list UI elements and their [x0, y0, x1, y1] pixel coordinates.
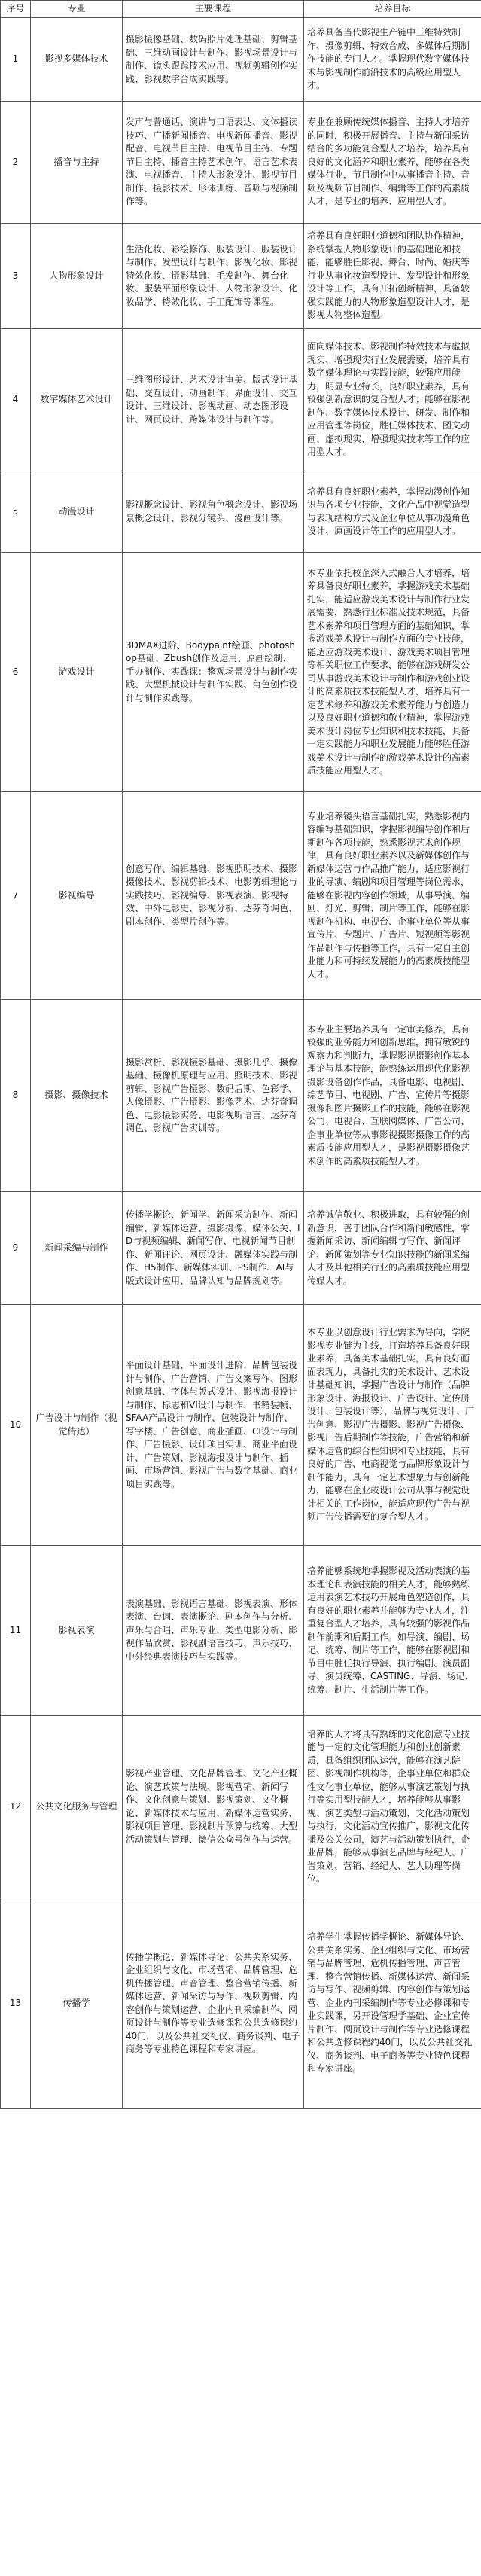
row-courses: 三维图形设计、艺术设计审美、版式设计基础、交互设计、动画制作、界面设计、交互设计、三维设计、影视动画、动态图形设计、网页设计、跨媒体设计与制作等。 — [123, 329, 304, 471]
row-major: 播音与主持 — [31, 102, 123, 224]
table-row — [1, 1000, 481, 1192]
header-courses: 主要课程 — [123, 1, 304, 18]
row-goals: 培养具有良好职业道德和团队协作精神，系统掌握人物形象设计的基础理论和技能，能够胜任影视、舞台、时尚、婚庆等行业从事化妆造型设计、发型设计和形象设计等工作，具有开拓创新精神，具备较强实践能力的人物形象造型设计人才，是影视人物整体造型。 — [304, 224, 481, 329]
table-row — [1, 329, 481, 471]
row-major: 摄影、摄像技术 — [31, 1000, 123, 1192]
row-goals: 专业培养镜头语言基础扎实，熟悉影视内容编写基础知识，掌握影视编导创作和后期制作各项技能，熟悉影视艺术创作规律，具有良好职业素养以及新媒体创作与新媒体运营与作品推广能力，适应影视行业的导演、编剧和项目管理等岗位需求，能够在影视内容创作领域，从事导演、编剧、灯光、剪辑、制片等工作，能够在影视制作机构、电视台、企事业单位等从事宣传片、专题片、广告片、短视频等影视作品制作与传播等工作，具有一定自主创业能力和可持续发展能力的高素质技能型人才。 — [304, 792, 481, 1000]
row-goals: 培养具备当代影视生产链中三维特效制作、摄像剪辑、特效合成、多媒体后期制作技能的专门人才。掌握现代数字媒体技术与影视制作前沿技术的高级应用型人才。 — [304, 18, 481, 102]
row-courses: 摄影摄像基础、数码照片处理基础、剪辑基础、三维动画设计与制作、影视场景设计与制作、镜头跟踪技术应用、视频剪辑创作实践、影视数字合成实践等。 — [123, 18, 304, 102]
table-row — [1, 102, 481, 224]
row-goals: 专业在兼顾传统媒体播音、主持人才培养的同时，积极开展播音、主持与新闻采访结合的多功能复合型人才培养，培养具有良好的文化涵养和职业素养，能够在各类媒体行业，节目制作中从事播音主持、音频及视频节目制作、编辑等工作的高素质人才，是专业的培养、应用型人才。 — [304, 102, 481, 224]
row-major: 人物形象设计 — [31, 224, 123, 329]
table-row — [1, 471, 481, 553]
table-row — [1, 792, 481, 1000]
row-index: 11 — [1, 1546, 31, 1716]
row-courses: 表演基础、影视语言基础、影视表演、形体表演、台词、表演概论、剧本创作与分析、声乐与合唱、声乐专业、类型电影分析、影视作品欣赏、影视剧语言技巧、声乐技巧、中外经典表演技巧与实践等。 — [123, 1546, 304, 1716]
row-major: 影视多媒体技术 — [31, 18, 123, 102]
row-courses: 发声与普通话、演讲与口语表达、文体播读技巧、广播新闻播音、电视新闻播音、影视配音、电视节目主持、电视节目主持、专题节目主持、播音主持艺术创作、语言艺术表演、电视播音、主持人形象设计、影视节目制作、摄影技术、形体训练、音频与视频制作等。 — [123, 102, 304, 224]
row-index: 3 — [1, 224, 31, 329]
row-index: 6 — [1, 553, 31, 792]
row-index: 5 — [1, 471, 31, 553]
row-major: 动漫设计 — [31, 471, 123, 553]
row-courses: 生活化妆、彩绘修饰、服装设计、服装设计与制作、发型设计与制作、影视化妆、影视特效化妆、摄影基础、毛发制作、舞台化妆、服装平面形象设计、人物形象设计、化妆品学、特效化妆、手工配饰等课程。 — [123, 224, 304, 329]
row-courses: 传播学概论、新媒体导论、公共关系实务、企业组织与文化、市场营销、品牌管理、危机传播管理、声音管理、整合营销传播、新媒体运营、新闻采访与写作、视频剪辑、内容创作与策划运营、企业内刊采编制作、网页设计与制作等专业选修课和公共选修课约40门，以及公共社交礼仪、商务谈判、电子商务等专业特色课程和专家讲座。 — [123, 1898, 304, 2109]
table-row — [1, 1305, 481, 1546]
row-goals: 面向媒体技术、影视制作特效技术与虚拟现实、增强现实行业发展需要，培养具有数字媒体理论与实践技能，较强应用能力，明显专业特长，良好职业素养，具有较强创新意识的复合型人才；能够在影视制作、数字媒体技术设计、研发、制作和应用管理等岗位，胜任媒体技术、图文动画、虚拟现实、增强现实技术等工作的应用型人才。 — [304, 329, 481, 471]
row-goals: 培养具有良好职业素养，掌握动漫创作知识与各项专业技能，文化产品中视觉造型与表现结构方式及企业单位从事动漫角色设计、原画设计等工作的应用型人才。 — [304, 471, 481, 553]
row-index: 7 — [1, 792, 31, 1000]
header-major: 专业 — [31, 1, 123, 18]
row-index: 4 — [1, 329, 31, 471]
row-major: 新闻采编与制作 — [31, 1192, 123, 1305]
table-row — [1, 1898, 481, 2109]
row-index: 8 — [1, 1000, 31, 1192]
table-row — [1, 1716, 481, 1898]
row-courses: 3DMAX进阶、Bodypaint绘画、photoshop基础、Zbush创作及运用、原画绘制、手办制作、实践课：整观场景设计与制作实践、大型机械设计与制作实践、角色创作设计与制作实践等。 — [123, 553, 304, 792]
table-row — [1, 1192, 481, 1305]
header-row — [1, 1, 481, 18]
table-row — [1, 553, 481, 792]
row-courses: 影视概念设计、影视角色概念设计、影视场景概念设计、影视分镜头、漫画设计等。 — [123, 471, 304, 553]
row-goals: 本专业依托校企深入式融合人才培养，培养具备良好职业素养，掌握游戏美术基础扎实，能适应游戏美术设计与制作行业发展需要，熟悉行业标准及技术规范，具备艺术素养和项目管理方面的基础知识，掌握游戏美术设计与制作方面的专业技能，能适应游戏美术设计、游戏美术项目管理等相关职位工作要求，能够在游戏研发公司从事游戏美术设计与制作和游戏创业设计的高素质技术技能型人才，培养具有一定艺术修养和游戏美术素养能力与创造力以及良好职业道德和敬业精神，掌握游戏美术设计岗位专业知识和技术技能，具备一定实践能力和职业发展能力能够胜任游戏美术设计与制作的游戏美术设计的高素质技能应用型人才。 — [304, 553, 481, 792]
row-index: 13 — [1, 1898, 31, 2109]
row-major: 传播学 — [31, 1898, 123, 2109]
row-index: 2 — [1, 102, 31, 224]
row-goals: 本专业以创意设计行业需求为导向，学院影视专业链为主线，打造培养具备良好职业素养，具备美术基础扎实，具有良好画面表现力，具备扎实的美术设计、艺术设计基础知识，掌握广告设计与制作（品牌形象设计、海报设计、广告设计、宣传册设计、包装设计等），品牌与视觉设计、广告创意、影视广告摄影、影视广告摄像、影视广告后期制作等技能，广告营销和新媒体运营的综合性知识和专业技能，具有良好的广告、电商视觉与品牌形象设计与制作能力，具有一定艺术想象力与创新能力，能够在企业或设计公司从事与视觉设计相关的工作岗位，能适应现代广告与视频广告传播需要的复合型人才。 — [304, 1305, 481, 1546]
table-row — [1, 18, 481, 102]
row-major: 公共文化服务与管理 — [31, 1716, 123, 1898]
row-goals: 本专业主要培养具有一定审美修养，具有较强的业务能力和创新思维，拥有敏锐的观察力和判断力，掌握影视摄影创作基本理论与基本技能，能熟练运用现代化影视摄影设备创作作品，具备电影、电视剧、综艺节目、电视剧、广告、宣传片等摄影摄像和图片摄影工作的技能，能够在影视公司、电视台、互联网媒体、广告公司、企事业单位等从事影视摄影摄像工作的高素质技能应用型人才，是影视摄影摄像艺术创作的高素质技能型人才。 — [304, 1000, 481, 1192]
row-major: 游戏设计 — [31, 553, 123, 792]
header-goals: 培养目标 — [304, 1, 481, 18]
row-index: 10 — [1, 1305, 31, 1546]
row-goals: 培养能够系统地掌握影视及活动表演的基本理论和表演技能的相关人才，能够熟练运用表演艺术技巧开展角色塑造创作，具有良好的职业素养并能够为专业人才，注重复合型人才培养，具有较强的影视作品制作前期和后期工作。如导演、编剧、场记、统筹、制片等工作，能够在影视剧和节目中胜任执行导演、执行编剧、演员副导、演员统筹、CASTING、导演、场记、统筹、制片、生活制片等工作。 — [304, 1546, 481, 1716]
row-index: 9 — [1, 1192, 31, 1305]
row-major: 广告设计与制作（视觉传达） — [31, 1305, 123, 1546]
row-goals: 培养学生掌握传播学概论、新媒体导论、公共关系实务、企业组织与文化、市场营销与品牌管理、危机传播管理、声音管理、整合营销传播、新媒体运营、新闻采访与写作、视频剪辑、内容创作与策划运营、企业内刊采编制作等专业必修课和专业实践课，另开设管理学基础、企业宣传片制作、网页设计与制作等专业选修课程和公共选修课程约40门，以及公共社交礼仪、商务谈判、电子商务等专业特色课程和专家讲座。 — [304, 1898, 481, 2109]
row-major: 影视表演 — [31, 1546, 123, 1716]
row-courses: 摄影赏析、影视摄影基础、摄影几乎、摄像基础、摄像机原理与应用、照明技术、影视剪辑、影视广告摄影、数码后期、色彩学、人像摄影、广告摄影、影像艺术、达芬奇调色、电影摄影实务、电影视听语言、达芬奇调色、影视广告实训等。 — [123, 1000, 304, 1192]
row-goals: 培养的人才将具有熟练的文化创意专业技能与一定的文化管理能力和创业创新素质，具备组织团队运营，能够在演艺院团、影视制作机构等，企事业单位和群众性文化事业单位，能够从事演艺策划与执行等实用型技能人才，培养能够从事影视、演艺类型与活动策划、文化活动策划与执行，文化活动宣传推广，影视文化传播及公关公司，演艺与活动策划执行，企业品牌，能够从事演艺品牌与经纪人、广告策划、营销、经纪人、艺人助理等岗位。 — [304, 1716, 481, 1898]
header-index: 序号 — [1, 1, 31, 18]
row-courses: 传播学概论、新闻学、新闻采访制作、新闻编辑、新媒体运营、摄影摄像、媒体公关、ID与视频编辑、新闻写作、电视新闻节目制作、新闻评论、网页设计、融媒体实践与制作、H5制作、新媒体实训、PS制作、AI与版式设计应用、品牌认知与品牌规划等。 — [123, 1192, 304, 1305]
table-row — [1, 224, 481, 329]
row-index: 1 — [1, 18, 31, 102]
row-major: 数字媒体艺术设计 — [31, 329, 123, 471]
table-row — [1, 1546, 481, 1716]
row-courses: 创意写作、编辑基础、影视照明技术、摄影摄像技术、影视剪辑技术、电影剪辑理论与实践技巧、影视编导、影视表演、影视特效、中外电影史、影视分析、达芬奇调色、剧本创作、类型片创作等。 — [123, 792, 304, 1000]
row-courses: 影视产业管理、文化品牌管理、文化产业概论、演艺政策与法规、影视营销、新闻写作、文化创意与策划、影视策划、文化概论、新媒体技术与应用、新媒体运营实务、影视项目管理、影视制片预算与统筹、大型活动策划与管理、微信公众号创作与运营。 — [123, 1716, 304, 1898]
row-major: 影视编导 — [31, 792, 123, 1000]
row-index: 12 — [1, 1716, 31, 1898]
row-courses: 平面设计基础、平面设计进阶、品牌包装设计与制作、广告营销、广告文案写作、图形创意基础、字体与版式设计、影视海报设计与制作、标志和VI设计与制作、书籍装帧、SFAA产品设计与制作、包装设计与制作、写字楼、广告创意、商业插画、CI设计与制作、广告摄影、设计项目实训、商业平面设计、广告策划、影视海报设计与制作、插画、市场营销、影视广告与数字基础、商业项目实践等。 — [123, 1305, 304, 1546]
row-goals: 培养诚信敬业、积极进取，具有较强的创新意识，善于团队合作和新闻敏感性，掌握新闻采访、新闻编辑与写作、新闻评论、新闻策划等专业知识技能的新闻采编人才及其他相关行业的高素质技能应用型传媒人才。 — [304, 1192, 481, 1305]
